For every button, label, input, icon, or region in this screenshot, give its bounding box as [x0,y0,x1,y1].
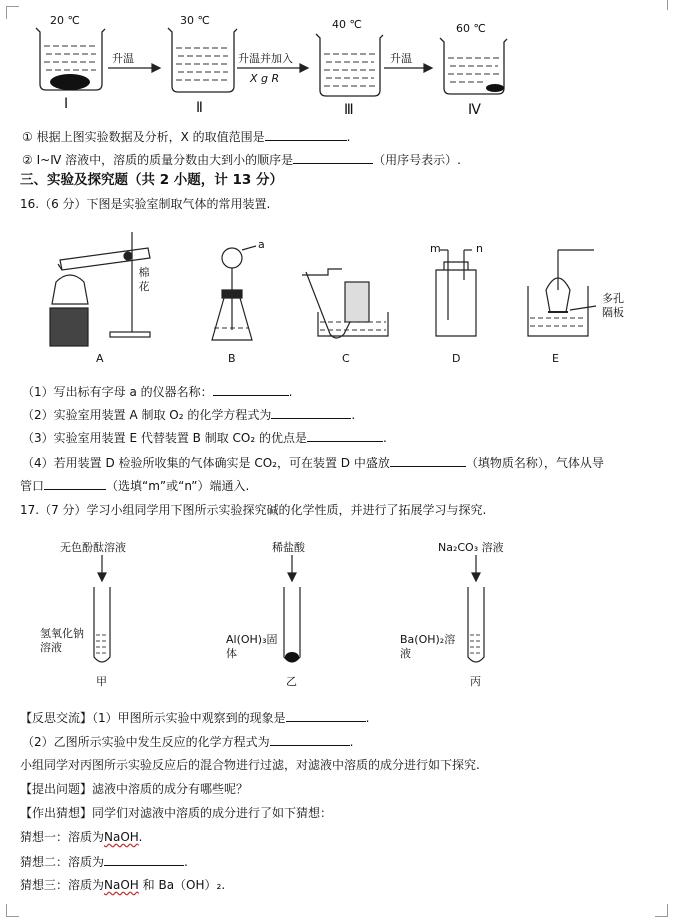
beaker-1-label: Ⅰ [64,96,69,112]
q17-filter: 小组同学对丙图所示实验反应后的混合物进行过滤，对滤液中溶质的成分进行如下探究. [20,758,480,772]
q17-guess-intro: 【作出猜想】同学们对滤液中溶质的成分进行了如下猜想： [20,806,333,820]
q16-part1 [22,383,292,400]
q16-part3 [22,429,387,446]
beaker-4-temp: 60 ℃ [456,22,486,35]
test-tube-figure [0,535,675,690]
arrow-2-label: 升温并加入 [238,52,293,65]
beaker-3 [316,34,383,96]
q16-part4 [22,454,604,471]
guess3-prefix: 猜想三：溶质为 [20,878,105,892]
stand-base [110,332,150,337]
guess2-tail: . [184,855,188,869]
beaker-2-label: Ⅱ [196,100,203,116]
apparatus-d-label: D [452,352,461,365]
q16-part2 [22,406,355,423]
answer-blank[interactable] [271,406,351,419]
answer-blank[interactable] [286,709,366,722]
reagent-na2co3: Na₂CO₃ 溶液 [438,541,504,554]
q16-part1-text: （1）写出标有字母 a 的仪器名称： [22,385,213,399]
q16-part1-tail: . [288,385,293,399]
answer-blank[interactable] [293,151,373,164]
q15-part1-text: 根据上图实验数据及分析，X 的取值范围是 [36,130,265,144]
answer-blank[interactable] [390,454,466,467]
answer-blank[interactable] [44,477,106,490]
cotton-label: 棉花 [138,266,150,293]
aluminium-hydroxide-solid [285,652,299,662]
guess1-tail: . [138,830,143,844]
tube-bing-label: 丙 [470,675,481,688]
arrow-1-label: 升温 [112,52,134,65]
section-3-heading: 三、实验及探究题（共 2 小题，计 13 分） [20,172,283,188]
q17-reflect1 [20,709,369,726]
collection-bottle [345,282,369,322]
guess1-chem: NaOH [104,830,139,844]
q17-guess1 [20,829,142,845]
reagent-hcl: 稀盐酸 [272,541,305,554]
q15-part1 [22,128,350,145]
q17-intro: 17.（7 分）学习小组同学用下图所示实验探究碱的化学性质，并进行了拓展学习与探究. [20,503,487,517]
q17-reflect2 [22,733,353,750]
thistle-funnel [222,248,242,268]
apparatus-b-label: B [228,352,236,365]
test-tube-yi [284,587,300,662]
q15-part1-tail: . [346,130,351,144]
q15-part2 [22,151,461,168]
beaker-1-temp: 20 ℃ [50,14,80,27]
gas-bottle-d [436,270,476,336]
guess2-prefix: 猜想二：溶质为 [20,855,105,869]
answer-blank[interactable] [270,733,350,746]
alcohol-lamp [52,275,88,304]
test-tube-a [60,248,150,270]
answer-blank[interactable] [213,383,289,396]
beaker-4-label: Ⅳ [468,102,481,118]
q17-reflect1-tail: . [365,711,370,725]
guess3-tail: 和 Ba（OH）₂. [142,878,226,892]
porous-plate-label: 多孔隔板 [602,292,624,319]
arrow-3-label: 升温 [390,52,412,65]
aloh3-label: Al(OH)₃固体 [226,633,278,660]
instrument-a-mark: a [258,238,265,251]
q17-reflect2-text: （2）乙图所示实验中发生反应的化学方程式为 [22,735,270,749]
q17-reflect1-text: 【反思交流】（1）甲图所示实验中观察到的现象是 [20,711,286,725]
q15-part2-text: Ⅰ~Ⅳ 溶液中，溶质的质量分数由大到小的顺序是 [36,153,294,167]
test-tube-bing [468,587,484,662]
arrow-2-sublabel: X g R [250,72,280,85]
q16-part3-tail: . [382,431,387,445]
q16-part4-tail: （填物质名称），气体从导 [465,456,604,470]
port-n-label: n [476,242,483,255]
port-m-label: m [430,242,441,255]
tube-yi-label: 乙 [286,675,297,688]
q16-part3-text: （3）实验室用装置 E 代替装置 B 制取 CO₂ 的优点是 [22,431,307,445]
baoh2-label: Ba(OH)₂溶液 [400,633,456,660]
q15-part2-tail: （用序号表示）. [373,153,461,167]
q16-part2-text: （2）实验室用装置 A 制取 O₂ 的化学方程式为 [22,408,272,422]
guess1-prefix: 猜想一：溶质为 [20,830,105,844]
beaker-figure [0,0,675,125]
guess3-chem: NaOH [104,878,139,892]
apparatus-c-label: C [342,352,350,365]
test-tube-drawing [0,535,675,690]
q17-question: 【提出问题】滤液中溶质的成分有哪些呢？ [20,782,249,796]
apparatus-a-label: A [96,352,104,365]
beaker-2 [168,28,237,92]
beaker-2-temp: 30 ℃ [180,14,210,27]
tube-jia-label: 甲 [96,675,107,688]
crop-mark [655,904,668,917]
naoh-solution-label: 氢氧化钠溶液 [40,627,84,654]
test-tube-jia [94,587,110,662]
q15-part1-num: ① [22,130,33,144]
solid-deposit-1 [50,74,90,90]
crop-mark [6,904,19,917]
lamp-block [50,308,88,346]
q17-guess3 [20,877,225,893]
beaker-3-temp: 40 ℃ [332,18,362,31]
q16-part4-text: （4）若用装置 D 检验所收集的气体确实是 CO₂，可在装置 D 中盛放 [22,456,390,470]
apparatus-e-label: E [552,352,559,365]
q16-part2-tail: . [351,408,356,422]
q16-part4-cont [20,477,249,494]
q16-part4-cont-text: 管口 [20,479,45,493]
apparatus-drawing [0,220,675,370]
q16-part4-cont-tail: （选填“m”或“n”）端通入. [106,479,250,493]
apparatus-figure [0,220,675,370]
q15-part2-num: ② [22,153,33,167]
reagent-phenolphthalein: 无色酚酞溶液 [60,541,126,554]
answer-blank[interactable] [307,429,383,442]
q16-intro: 16.（6 分）下图是实验室制取气体的常用装置. [20,197,271,211]
q17-reflect2-tail: . [349,735,354,749]
answer-blank[interactable] [265,128,347,141]
answer-blank[interactable] [104,853,184,866]
q17-guess2 [20,853,188,870]
solid-deposit-4 [486,84,504,92]
beaker-3-label: Ⅲ [344,102,354,118]
